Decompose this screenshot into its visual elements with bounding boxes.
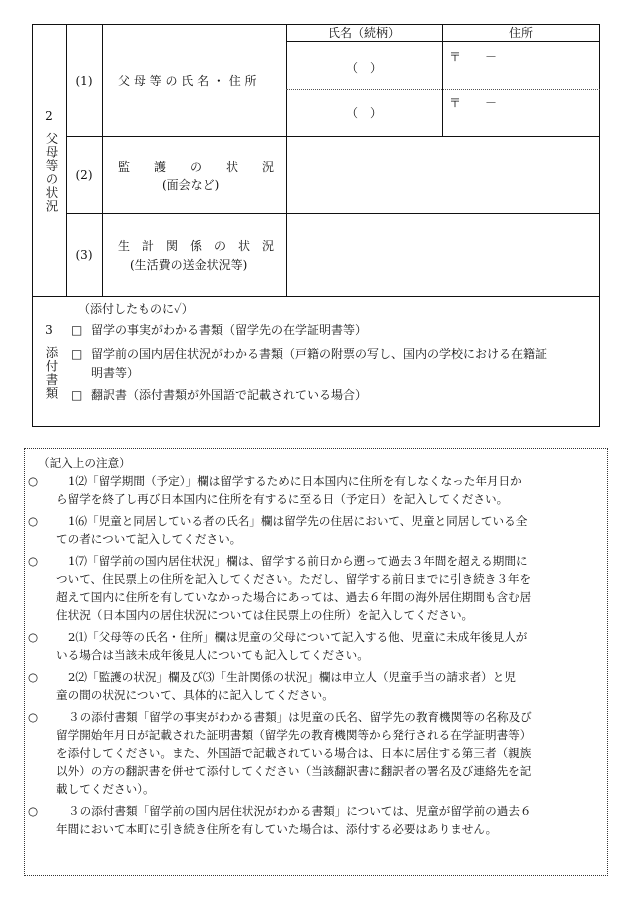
row-3-label: 生 計 関 係 の 状 況	[118, 239, 275, 253]
row-2-number: (2)	[75, 168, 93, 182]
note-1-bullet: ○	[28, 474, 39, 488]
custody-status-input[interactable]	[287, 137, 599, 213]
checkbox-item-2[interactable]: □	[71, 347, 83, 361]
note-7-line-1: ３の添付書類「留学前の国内居住状況がわかる書類」については、児童が留学前の過去６	[68, 804, 532, 818]
note-6-line-5: 載してください）。	[56, 782, 155, 796]
note-4-bullet: ○	[28, 630, 39, 644]
row-1-label: 父 母 等 の 氏 名 ・ 住 所	[118, 74, 257, 88]
name-input-2[interactable]	[287, 90, 442, 136]
relation-field-2[interactable]: （ ）	[345, 106, 382, 120]
notes-title: （記入上の注意）	[38, 456, 131, 470]
note-6-bullet: ○	[28, 710, 39, 724]
note-4-line-1: 2⑴「父母等の氏名・住所」欄は児童の父母について記入する他、児童に未成年後見人が	[68, 630, 528, 644]
note-3-line-2: ついて、住民票上の住所を記入してください。ただし、留学する前日までに引き続き３年を	[56, 572, 532, 586]
attachment-item-1: 留学の事実がわかる書類（留学先の在学証明書等）	[91, 323, 368, 337]
note-6-line-2: 留学開始年月日が記載された証明書類（留学先の教育機関等から発行される在学証明書等）	[56, 728, 532, 742]
note-2-bullet: ○	[28, 514, 39, 528]
address-field-1[interactable]: 〒 －	[449, 50, 498, 64]
header-address: 住所	[508, 26, 533, 40]
note-5-line-2: 童の間の状況について、具体的に記入してください。	[56, 688, 334, 702]
note-4-line-2: いる場合は当該未成年後見人についても記入してください。	[56, 648, 369, 662]
note-7-line-2: 年間において本町に引き続き住所を有していた場合は、添付する必要はありません。	[56, 822, 498, 836]
checkbox-item-1[interactable]: □	[71, 323, 83, 337]
checkbox-item-3[interactable]: □	[71, 388, 83, 402]
note-2-line-1: 1⑹「児童と同居している者の氏名」欄は留学先の住居において、児童と同居している全	[68, 514, 528, 528]
note-5-bullet: ○	[28, 670, 39, 684]
attachment-item-3: 翻訳書（添付書類が外国語で記載されている場合）	[91, 388, 368, 402]
note-1-line-1: 1⑵「留学期間（予定）」欄は留学するために日本国内に住所を有しなくなった年月日か	[68, 474, 522, 488]
row-3-number: (3)	[75, 248, 93, 262]
name-input-1[interactable]	[287, 42, 442, 89]
attachments-instruction: （添付したものに✓）	[78, 302, 194, 316]
attachment-item-2-line-1: 留学前の国内居住状況がわかる書類（戸籍の附票の写し、国内の学校における在籍証	[91, 347, 548, 361]
row-3-sublabel: (生活費の送金状況等)	[130, 258, 248, 272]
row-2-sublabel: (面会など)	[162, 178, 220, 192]
header-name: 氏名（続柄）	[327, 26, 400, 40]
note-6-line-1: ３の添付書類「留学の事実がわかる書類」は児童の氏名、留学先の教育機関等の名称及び	[68, 710, 532, 724]
attachment-item-2-line-2: 明書等）	[91, 366, 140, 380]
note-6-line-3: を添付してください。また、外国語で記載されている場合は、日本に居住する第三者（親族	[56, 746, 532, 760]
note-1-line-2: ら留学を終了し再び日本国内に住所を有するに至る日（予定日）を記入してください。	[56, 492, 509, 506]
section-2-title: 父母等の状況	[44, 132, 59, 213]
section-2-number: 2	[45, 109, 53, 123]
section-3-number: 3	[45, 323, 53, 337]
row-2-label: 監 護 の 状 況	[118, 160, 275, 174]
note-3-line-1: 1⑺「留学前の国内居住状況」欄は、留学する前日から遡って過去３年間を超える期間に	[68, 554, 528, 568]
address-field-2[interactable]: 〒 －	[449, 96, 498, 110]
note-2-line-2: ての者について記入してください。	[56, 532, 242, 546]
section-3-title: 添付書類	[44, 346, 59, 400]
livelihood-status-input[interactable]	[287, 214, 599, 296]
note-6-line-4: 以外）の方の翻訳書を併せて添付してください（当該翻訳書に翻訳者の署名及び連絡先を記	[56, 764, 532, 778]
note-3-line-4: 住状況（日本国内の居住状況については住民票上の住所）を記入してください。	[56, 608, 474, 622]
note-7-bullet: ○	[28, 804, 39, 818]
relation-field-1[interactable]: （ ）	[345, 61, 382, 75]
note-3-line-3: 超えて国内に住所を有していなかった場合にあっては、過去６年間の海外居住期間も含む居	[56, 590, 532, 604]
note-3-bullet: ○	[28, 554, 39, 568]
row-1-number: (1)	[75, 74, 93, 88]
note-5-line-1: 2⑵「監護の状況」欄及び⑶「生計関係の状況」欄は申立人（児童手当の請求者）と児	[68, 670, 516, 684]
